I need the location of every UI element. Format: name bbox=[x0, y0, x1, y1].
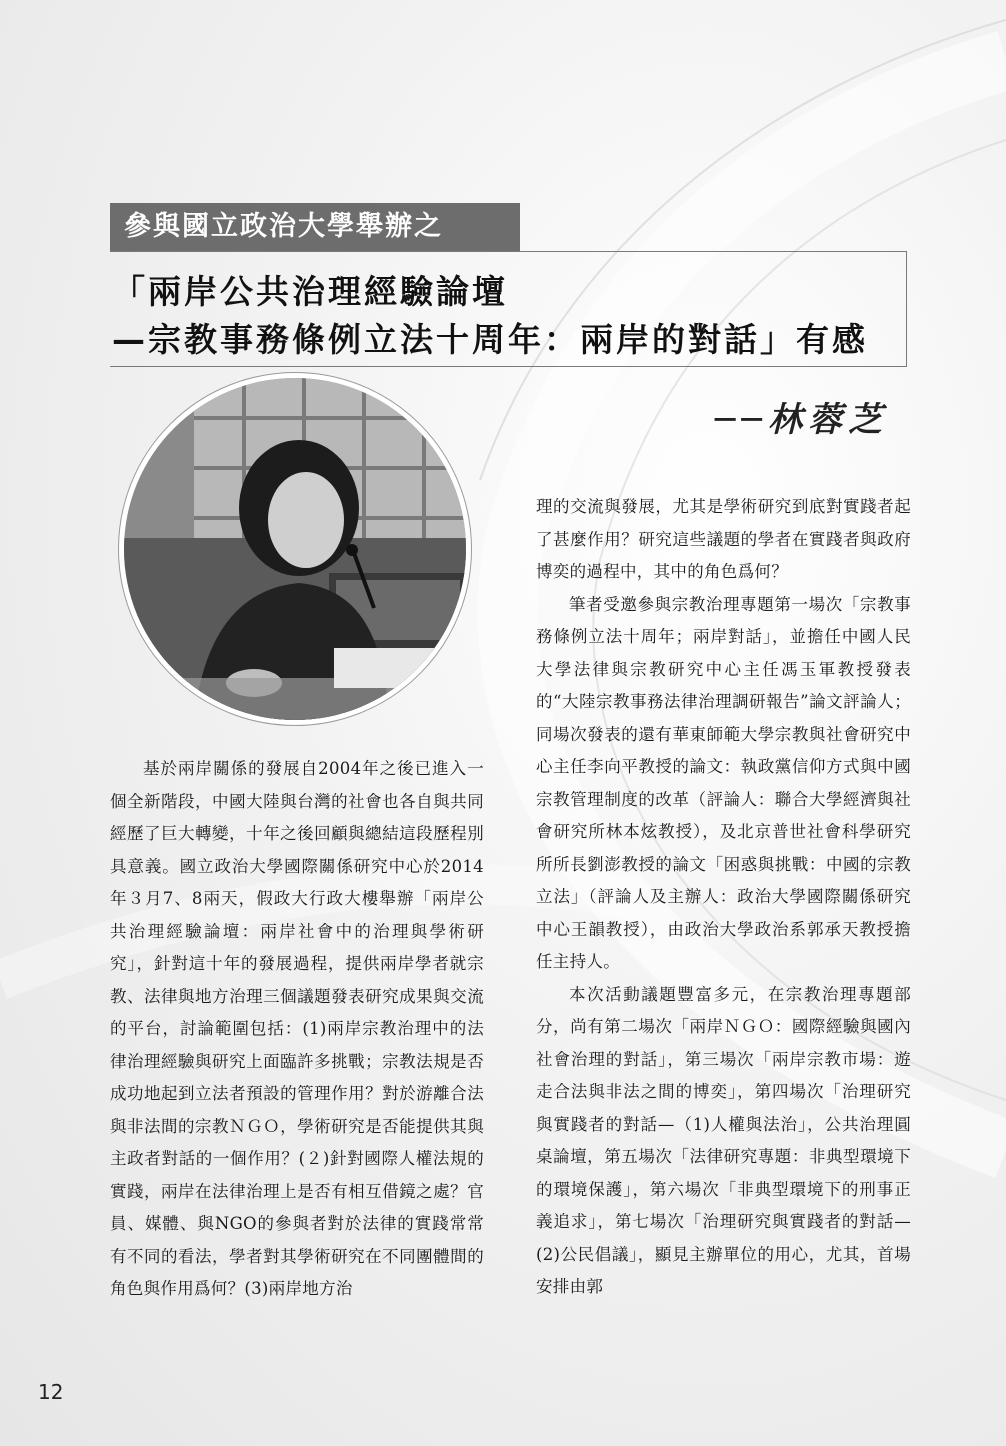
article-title-line-1: 「兩岸公共治理經驗論壇 bbox=[112, 272, 508, 311]
article-paragraph: 理的交流與發展，尤其是學術研究到底對實踐者起了甚麼作用？研究這些議題的學者在實踐者與政府博奕的過程中，其中的角色爲何？ bbox=[536, 497, 911, 581]
page-number: 12 bbox=[38, 1380, 64, 1404]
article-paragraph: 本次活動議題豐富多元，在宗教治理專題部分，尚有第二場次「兩岸ＮＧＯ：國際經驗與國內社會治理的對話」，第三場次「兩岸宗教市場：遊走合法與非法之間的博奕」，第四場次「治理研究與實踐者的對話—（1)人權與法治」，公共治理圓桌論壇，第五場次「法律研究專題：非典型環境下的環境保護」，第六場次「非典型環境下的刑事正義追求」，第七場次「治理研究與實踐者的對話—(2)公民倡議」，顯見主辦單位的用心，尤其，首場安排由郭 bbox=[536, 984, 911, 1296]
portrait-photo bbox=[124, 378, 466, 720]
article-paragraph: 基於兩岸關係的發展自2004年之後已進入一個全新階段，中國大陸與台灣的社會也各自與共同經歷了巨大轉變，十年之後回顧與總結這段歷程別具意義。國立政治大學國際關係研究中心於2014年３月7、8兩天，假政大行政大樓舉辦「兩岸公共治理經驗論壇：兩岸社會中的治理與學術研究」，針對這十年的發展過程，提供兩岸學者就宗教、法律與地方治理三個議題發表研究成果與交流的平台，討論範圍包括：(1)兩岸宗教治理中的法律治理經驗與研究上面臨許多挑戰；宗教法規是否成功地起到立法者預設的管理作用？對於游離合法與非法間的宗教ＮＧＯ，學術研究是否能提供其與主政者對話的一個作用？(２)針對國際人權法規的實踐，兩岸在法律治理上是否有相互借鏡之處？官員、媒體、與NGO的參與者對於法律的實踐常常有不同的看法，學者對其學術研究在不同團體間的角色與作用爲何？(3)兩岸地方治 bbox=[110, 759, 484, 1298]
article-paragraph: 筆者受邀參與宗教治理專題第一場次「宗教事務條例立法十周年；兩岸對話」，並擔任中國人民大學法律與宗教研究中心主任馮玉軍教授發表的“大陸宗教事務法律治理調研報告”論文評論人；同場次發表的還有華東師範大學宗教與社會研究中心主任李向平教授的論文：執政黨信仰方式與中國宗教管理制度的改革（評論人：聯合大學經濟與社會研究所林本炫教授），及北京普世社會科學研究所所長劉澎教授的論文「困惑與挑戰：中國的宗教立法」（評論人及主辦人：政治大學國際關係研究中心王韻教授），由政治大學政治系郭承天教授擔任主持人。 bbox=[536, 594, 911, 971]
article-title-line-2: —宗教事務條例立法十周年：兩岸的對話」有感 bbox=[112, 320, 868, 359]
article-column-right bbox=[536, 491, 911, 1304]
author-signature: ──林蓉芝 bbox=[715, 400, 888, 440]
article-column-left bbox=[110, 753, 484, 1306]
article-kicker: 參與國立政治大學舉辦之 bbox=[110, 203, 520, 251]
portrait-photo-drawing bbox=[124, 378, 466, 720]
